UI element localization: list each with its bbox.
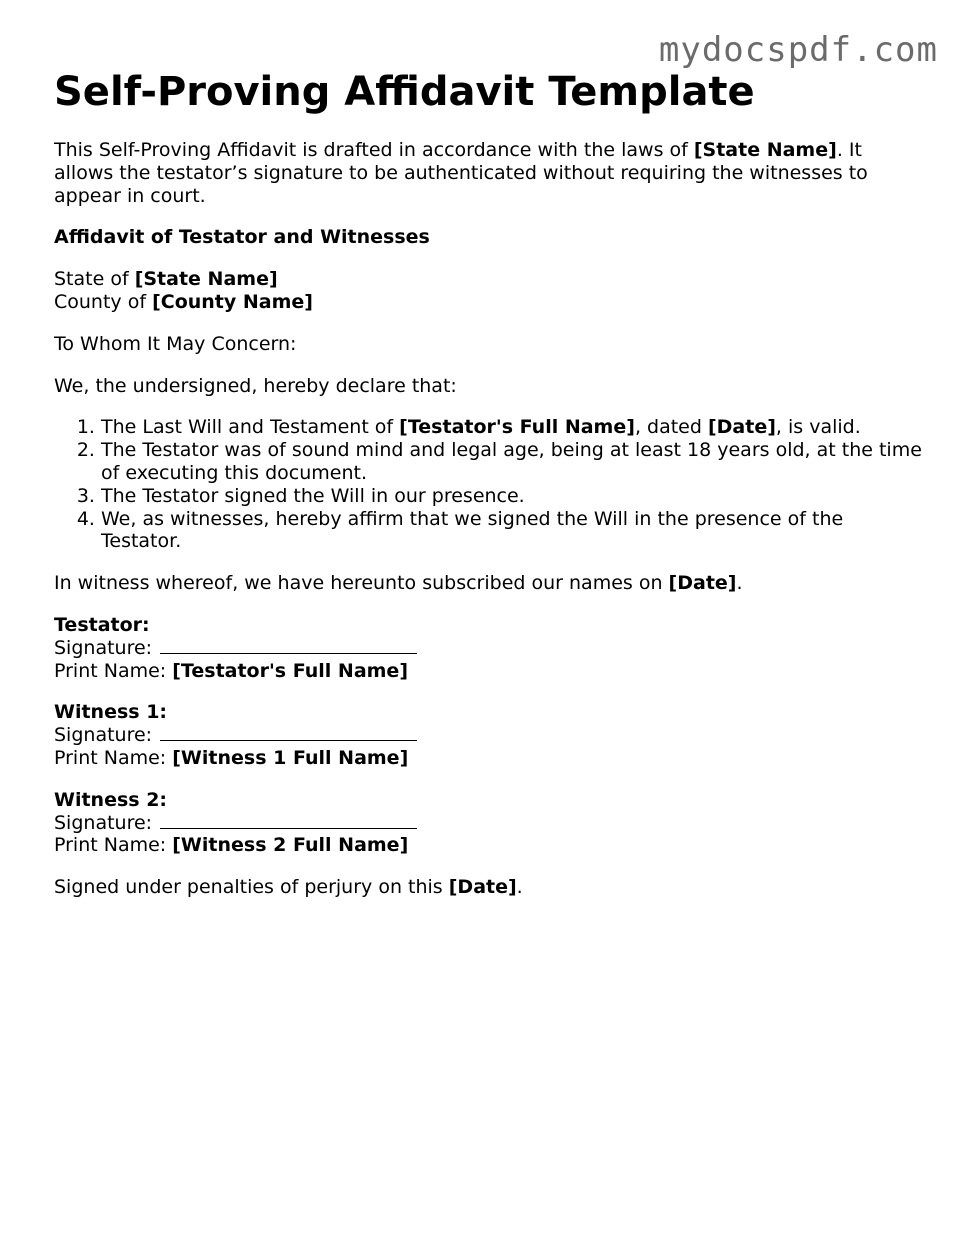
closing-end: . <box>516 876 523 899</box>
signature-line[interactable] <box>160 637 417 654</box>
date-placeholder: [Date] <box>448 876 517 899</box>
signature-line[interactable] <box>160 812 417 829</box>
witness-statement-end: . <box>736 572 743 595</box>
print-name-label: Print Name: <box>54 746 173 769</box>
list-item-text: , dated <box>634 416 708 439</box>
testator-name-placeholder: [Testator's Full Name] <box>172 659 409 682</box>
list-item: 3. The Testator signed the Will in our presence. <box>101 485 924 508</box>
county-placeholder: [County Name] <box>152 290 313 313</box>
county-label: County of <box>54 290 153 313</box>
date-placeholder: [Date] <box>707 416 776 439</box>
jurisdiction-block <box>54 268 924 314</box>
watermark: mydocspdf.com <box>658 30 938 70</box>
section-heading <box>54 226 924 249</box>
witness1-name-placeholder: [Witness 1 Full Name] <box>172 746 409 769</box>
document-body <box>54 139 924 899</box>
list-item: 2. The Testator was of sound mind and legal age, being at least 18 years old, at the time of executing this document. <box>101 439 924 485</box>
document-page <box>54 68 924 899</box>
witness1-heading: Witness 1: <box>54 701 168 724</box>
testator-name-placeholder: [Testator's Full Name] <box>399 416 635 439</box>
witness1-signature-block <box>54 701 924 769</box>
signature-label: Signature: <box>54 724 153 747</box>
intro-text: This Self-Proving Affidavit is drafted in accordance with the laws of <box>54 139 694 161</box>
closing-statement <box>54 876 924 899</box>
intro-text-end: . It allows the testator’s signature to be authenticated without requiring the witnesses to appear in court. <box>54 139 868 207</box>
list-item-text: , is valid. <box>775 416 861 439</box>
state-label: State of <box>54 268 135 291</box>
closing-text: Signed under penalties of perjury on this <box>54 876 449 899</box>
page-title: Self-Proving Affidavit Template <box>54 69 755 115</box>
salutation: To Whom It May Concern: <box>54 332 297 355</box>
testator-signature-block <box>54 614 924 682</box>
affidavit-heading: Affidavit of Testator and Witnesses <box>54 226 430 249</box>
print-name-label: Print Name: <box>54 659 173 682</box>
testator-heading: Testator: <box>54 613 150 636</box>
signature-label: Signature: <box>54 636 153 659</box>
list-item <box>101 416 924 439</box>
declaration-intro: We, the undersigned, hereby declare that: <box>54 374 457 397</box>
witness-statement <box>54 572 924 595</box>
list-item-text: The Last Will and Testament of <box>101 416 400 439</box>
signature-label: Signature: <box>54 811 153 834</box>
witness-statement-text: In witness whereof, we have hereunto subscribed our names on <box>54 572 669 595</box>
intro-state-placeholder: [State Name] <box>693 139 837 161</box>
witness2-heading: Witness 2: <box>54 788 168 811</box>
witness2-signature-block <box>54 789 924 857</box>
declaration-list <box>54 416 924 553</box>
print-name-label: Print Name: <box>54 834 173 857</box>
state-placeholder: [State Name] <box>134 268 278 291</box>
witness2-name-placeholder: [Witness 2 Full Name] <box>172 834 409 857</box>
signature-line[interactable] <box>160 724 417 741</box>
intro-paragraph <box>54 139 924 207</box>
date-placeholder: [Date] <box>668 572 737 595</box>
list-item: 4. We, as witnesses, hereby affirm that we signed the Will in the presence of the Testator. <box>101 508 924 554</box>
